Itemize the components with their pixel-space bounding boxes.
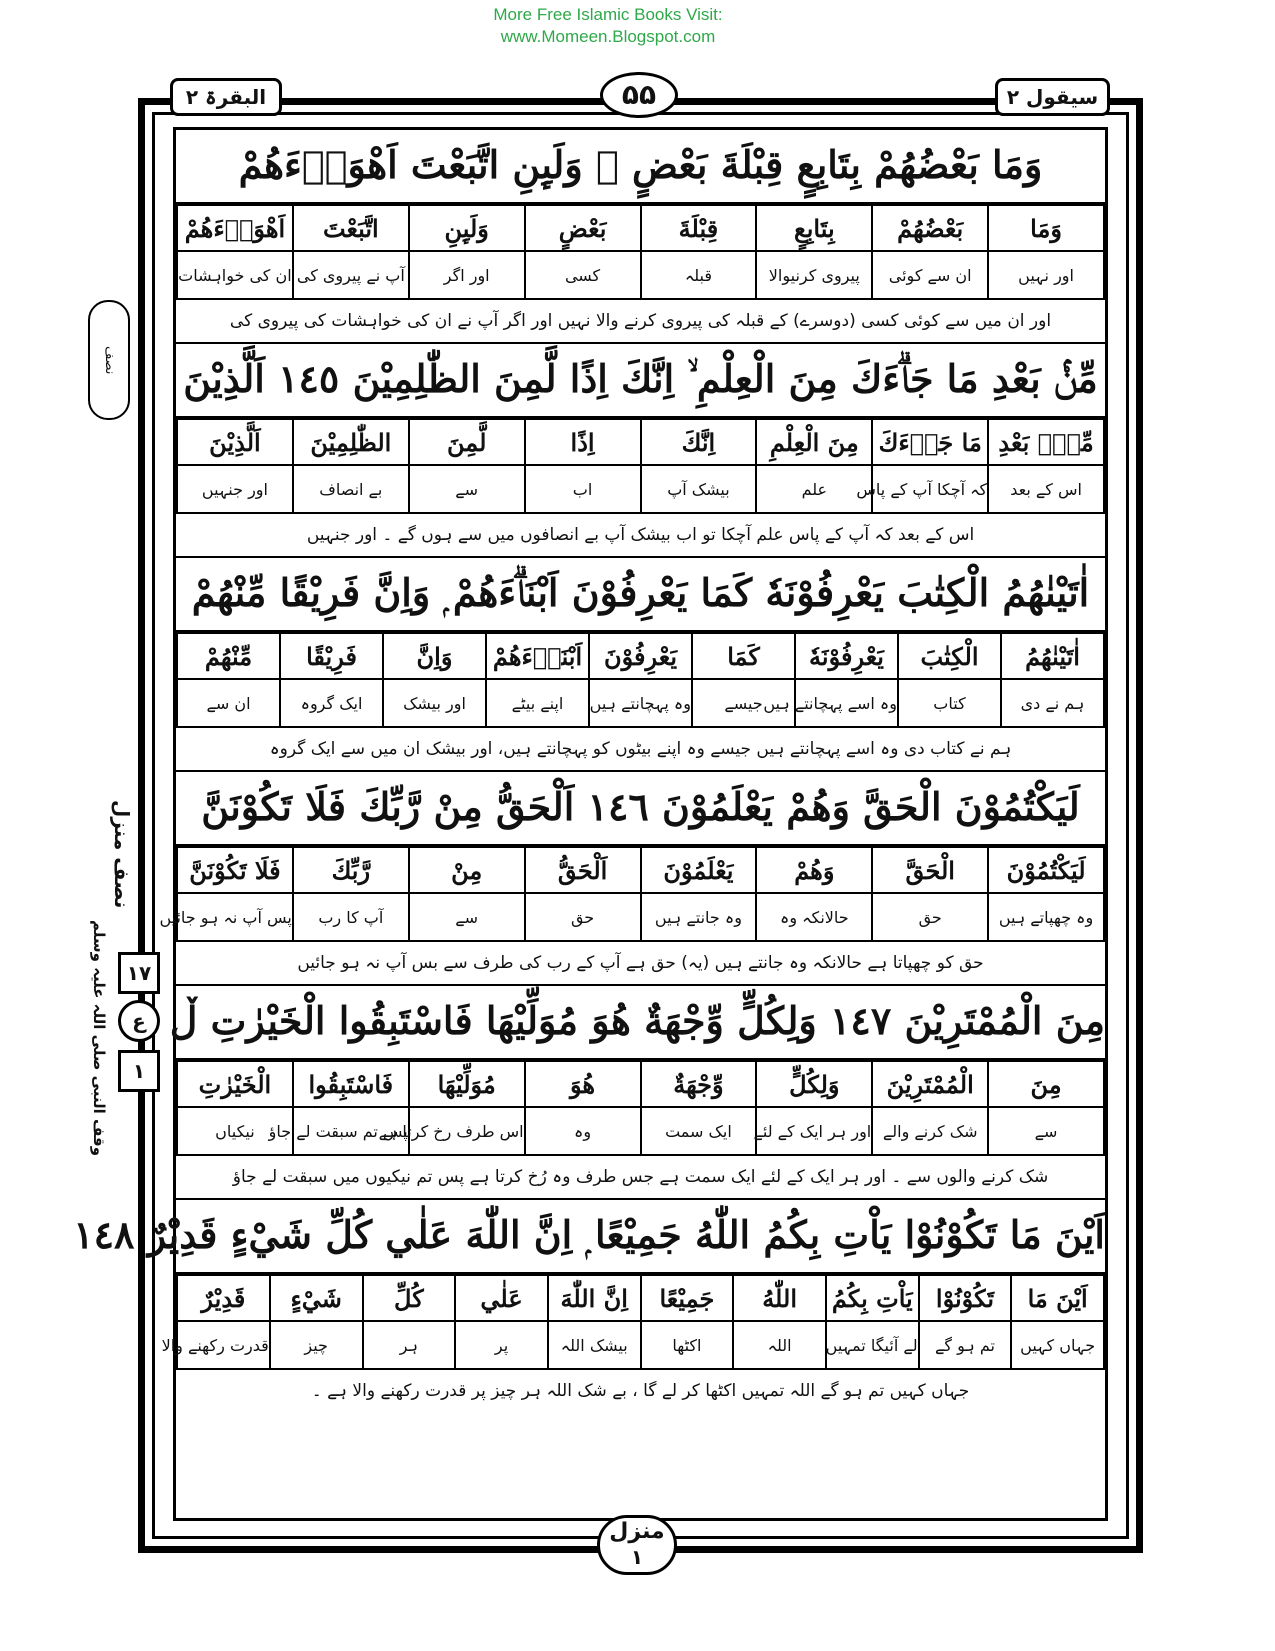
arabic-word: يَعْلَمُوْنَ <box>641 847 757 893</box>
arabic-word: مِنْ <box>409 847 525 893</box>
verse-block <box>176 344 1105 558</box>
page-number: ۵۵ <box>600 72 678 118</box>
arabic-verse-line: اٰتَيْنٰھُمُ الْكِتٰبَ يَعْرِفُوْنَهٗ كَمَا يَعْرِفُوْنَ اَبْنَاۗءَھُمْ ۭ وَاِنَّ فَرِيْقًا مِّنْهُمْ <box>176 558 1105 632</box>
arabic-verse-line: لَيَكْتُمُوْنَ الْحَقَّ وَھُمْ يَعْلَمُوْنَ ١٤٦ اَلْحَقُّ مِنْ رَّبِّكَ فَلَا تَكُوْنَنَّ <box>176 772 1105 846</box>
word-meaning: ایک گروہ <box>280 679 383 727</box>
arabic-verse-line: اَيْنَ مَا تَكُوْنُوْا يَاْتِ بِكُمُ اللّٰهُ جَمِيْعًا ۭ اِنَّ اللّٰهَ عَلٰي كُلِّ شَيْءٍ قَدِيْرٌ ١٤٨ <box>176 1200 1105 1274</box>
word-meaning: اس طرف رخ کرتا ہے <box>409 1107 525 1155</box>
word-meaning: وہ پہچانتے ہیں <box>589 679 692 727</box>
word-meaning: لے آئیگا تمہیں <box>826 1321 919 1369</box>
urdu-translation: اور ان میں سے کوئی کسی (دوسرے) کے قبلہ کی پیروی کرنے والا نہیں اور اگر آپ نے ان کی خواہشات کی پیروی کی <box>176 300 1105 344</box>
promo-link[interactable]: www.Momeen.Blogspot.com <box>500 27 716 46</box>
arabic-word: وَلِكُلٍّ <box>756 1061 872 1107</box>
arabic-word: اَيْنَ مَا <box>1011 1275 1104 1321</box>
arabic-word: تَكُوْنُوْا <box>919 1275 1012 1321</box>
word-meaning: وہ اسے پہچانتے ہیں <box>795 679 898 727</box>
word-meaning: اللہ <box>733 1321 826 1369</box>
manzil-label: منزل <box>609 1519 665 1544</box>
word-meaning: پس آپ نہ ہو جائیں <box>177 893 293 941</box>
word-meaning: ان کی خواہشات <box>177 251 293 299</box>
verse-block <box>176 558 1105 772</box>
word-meaning: آپ کا رب <box>293 893 409 941</box>
arabic-word: وَھُمْ <box>756 847 872 893</box>
verse-block <box>176 130 1105 344</box>
arabic-word: اِنَّ اللّٰهَ <box>548 1275 641 1321</box>
arabic-word: مُوَلِّيْهَا <box>409 1061 525 1107</box>
word-meaning: پس تم سبقت لے جاؤ <box>293 1107 409 1155</box>
word-meaning-table <box>176 204 1105 300</box>
margin-waqf-note: وقف النبی صلی اللہ علیہ وسلم <box>90 920 108 1157</box>
arabic-word: يَعْرِفُوْنَ <box>589 633 692 679</box>
promo-line-1: More Free Islamic Books Visit: <box>493 5 723 24</box>
promo-banner[interactable] <box>0 4 1216 48</box>
urdu-translation: جہاں کہیں تم ہو گے اللہ تمہیں اکٹھا کر لے گا ، بے شک اللہ ہر چیز پر قدرت رکھنے والا ہے ۔ <box>311 1381 970 1401</box>
ruku-symbol: ع <box>118 1000 160 1042</box>
word-meaning: تم ہو گے <box>919 1321 1012 1369</box>
arabic-word: ھُوَ <box>525 1061 641 1107</box>
arabic-word: رَّبِّكَ <box>293 847 409 893</box>
arabic-word: بَعْضٍ <box>525 205 641 251</box>
arabic-word: الْخَيْرٰتِ <box>177 1061 293 1107</box>
arabic-word: لَّمِنَ <box>409 419 525 465</box>
arabic-word: فَلَا تَكُوْنَنَّ <box>177 847 293 893</box>
arabic-word: قَدِيْرٌ <box>177 1275 270 1321</box>
word-meaning: قبلہ <box>641 251 757 299</box>
arabic-word: لَيَكْتُمُوْنَ <box>988 847 1104 893</box>
verse-block <box>73 1200 1105 1414</box>
arabic-word: وَاِنَّ <box>383 633 486 679</box>
arabic-word: وَلَىِٕنِ <box>409 205 525 251</box>
word-meaning-table <box>161 1274 1105 1370</box>
arabic-word: بِتَابِعٍ <box>756 205 872 251</box>
word-meaning: بیشک آپ <box>641 465 757 513</box>
word-meaning: ان سے <box>177 679 280 727</box>
word-meaning: شک کرنے والے <box>872 1107 988 1155</box>
word-meaning: اور بیشک <box>383 679 486 727</box>
arabic-word: اَلَّذِيْنَ <box>177 419 293 465</box>
arabic-word: اَبْنَاۗءَھُمْ <box>486 633 589 679</box>
arabic-word: الظّٰلِمِيْنَ <box>293 419 409 465</box>
word-meaning: اکٹھا <box>641 1321 734 1369</box>
surah-name-label: البقرۃ ۲ <box>170 78 282 116</box>
word-meaning: اور ہر ایک کے لئے <box>756 1107 872 1155</box>
arabic-word: اِنَّكَ <box>641 419 757 465</box>
arabic-word: عَلٰي <box>455 1275 548 1321</box>
word-meaning: اپنے بیٹے <box>486 679 589 727</box>
word-meaning-table <box>176 418 1105 514</box>
ruku-count-bottom: ۱ <box>118 1050 160 1092</box>
word-meaning: بے انصاف <box>293 465 409 513</box>
word-meaning: اور اگر <box>409 251 525 299</box>
word-meaning: کہ آچکا آپ کے پاس <box>872 465 988 513</box>
arabic-word: الْحَقَّ <box>872 847 988 893</box>
arabic-word: كُلِّ <box>363 1275 456 1321</box>
word-meaning: ہم نے دی <box>1001 679 1104 727</box>
arabic-word: اتَّبَعْتَ <box>293 205 409 251</box>
word-meaning: وہ چھپاتے ہیں <box>988 893 1104 941</box>
word-meaning: پر <box>455 1321 548 1369</box>
word-meaning-table <box>176 1060 1105 1156</box>
arabic-word: مِنَ <box>988 1061 1104 1107</box>
word-meaning: سے <box>409 893 525 941</box>
arabic-word: كَمَا <box>692 633 795 679</box>
arabic-word: وِّجْهَةٌ <box>641 1061 757 1107</box>
arabic-verse-line: مِّنْۢ بَعْدِ مَا جَاۗءَكَ مِنَ الْعِلْمِ ۙ اِنَّكَ اِذًا لَّمِنَ الظّٰلِمِيْنَ ١٤٥ اَلَّذِيْنَ <box>176 344 1105 418</box>
word-meaning: کتاب <box>898 679 1001 727</box>
arabic-word: اَلْحَقُّ <box>525 847 641 893</box>
word-meaning: ایک سمت <box>641 1107 757 1155</box>
margin-medallion: نصف <box>88 300 130 420</box>
word-meaning: نیکیاں <box>177 1107 293 1155</box>
ruku-count-top: ۱۷ <box>118 952 160 994</box>
arabic-word: مَا جَاۗءَكَ <box>872 419 988 465</box>
arabic-word: الْكِتٰبَ <box>898 633 1001 679</box>
urdu-translation: شک کرنے والوں سے ۔ اور ہر ایک کے لئے ایک سمت ہے جس طرف وہ رُخ کرتا ہے پس تم نیکیوں میں سبقت لے جاؤ <box>176 1156 1105 1200</box>
arabic-word: مِّنْۢ بَعْدِ <box>988 419 1104 465</box>
word-meaning: اس کے بعد <box>988 465 1104 513</box>
arabic-word: اٰتَيْنٰھُمُ <box>1001 633 1104 679</box>
word-meaning: سے <box>988 1107 1104 1155</box>
arabic-word: مِنَ الْعِلْمِ <box>756 419 872 465</box>
word-meaning: حالانکہ وہ <box>756 893 872 941</box>
arabic-word: اللّٰهُ <box>733 1275 826 1321</box>
word-meaning: ہر <box>363 1321 456 1369</box>
urdu-translation: ہم نے کتاب دی وہ اسے پہچانتے ہیں جیسے وہ اپنے بیٹوں کو پہچانتے ہیں، اور بیشک ان میں سے ایک گروہ <box>176 728 1105 772</box>
arabic-word: وَمَا <box>988 205 1104 251</box>
arabic-verse-line: مِنَ الْمُمْتَرِيْنَ ١٤٧ وَلِكُلٍّ وِّجْهَةٌ ھُوَ مُوَلِّيْهَا فَاسْتَبِقُوا الْخَيْرٰتِ ڵ <box>176 986 1105 1060</box>
word-meaning-table <box>159 846 1105 942</box>
word-meaning: اب <box>525 465 641 513</box>
para-name-label: سیقول ۲ <box>995 78 1110 116</box>
arabic-word: فَرِيْقًا <box>280 633 383 679</box>
arabic-word: مِّنْهُمْ <box>177 633 280 679</box>
arabic-word: اِذًا <box>525 419 641 465</box>
manzil-number: ۱ <box>630 1545 644 1569</box>
arabic-word: شَيْءٍ <box>270 1275 363 1321</box>
word-meaning: اور جنہیں <box>177 465 293 513</box>
arabic-word: فَاسْتَبِقُوا <box>293 1061 409 1107</box>
manzil-marker <box>597 1515 677 1575</box>
word-meaning: ان سے کوئی <box>872 251 988 299</box>
word-meaning: جیسے <box>692 679 795 727</box>
arabic-word: اَهْوَاۗءَهُمْ <box>177 205 293 251</box>
word-meaning: حق <box>872 893 988 941</box>
word-meaning: حق <box>525 893 641 941</box>
word-meaning: پیروی کرنیوالا <box>756 251 872 299</box>
arabic-word: جَمِيْعًا <box>641 1275 734 1321</box>
word-meaning: وہ <box>525 1107 641 1155</box>
word-meaning: آپ نے پیروی کی <box>293 251 409 299</box>
word-meaning: سے <box>409 465 525 513</box>
arabic-verse-line: وَمَا بَعْضُهُمْ بِتَابِعٍ قِبْلَةَ بَعْضٍ ۭ وَلَىِٕنِ اتَّبَعْتَ اَهْوَاۗءَهُمْ <box>176 130 1105 204</box>
verse-block <box>159 772 1105 986</box>
word-meaning: جہاں کہیں <box>1011 1321 1104 1369</box>
word-meaning: وہ جانتے ہیں <box>641 893 757 941</box>
word-meaning: چیز <box>270 1321 363 1369</box>
verse-block <box>169 986 1105 1200</box>
arabic-word: قِبْلَةَ <box>641 205 757 251</box>
arabic-word: الْمُمْتَرِيْنَ <box>872 1061 988 1107</box>
urdu-translation: حق کو چھپاتا ہے حالانکہ وہ جانتے ہیں (یہ) حق ہے آپ کے رب کی طرف سے بس آپ نہ ہو جائیں <box>176 942 1105 986</box>
word-meaning: بیشک اللہ <box>548 1321 641 1369</box>
word-meaning: علم <box>756 465 872 513</box>
word-meaning: اور نہیں <box>988 251 1104 299</box>
word-meaning-table <box>176 632 1105 728</box>
urdu-translation: اس کے بعد کہ آپ کے پاس علم آچکا تو اب بیشک آپ بے انصافوں میں سے ہوں گے ۔ اور جنہیں <box>176 514 1105 558</box>
word-meaning: کسی <box>525 251 641 299</box>
arabic-word: يَعْرِفُوْنَهٗ <box>795 633 898 679</box>
arabic-word: بَعْضُهُمْ <box>872 205 988 251</box>
arabic-word: يَاْتِ بِكُمُ <box>826 1275 919 1321</box>
margin-manzil-note: نصف منزل <box>110 800 134 909</box>
word-meaning: قدرت رکھنے والا <box>177 1321 270 1369</box>
